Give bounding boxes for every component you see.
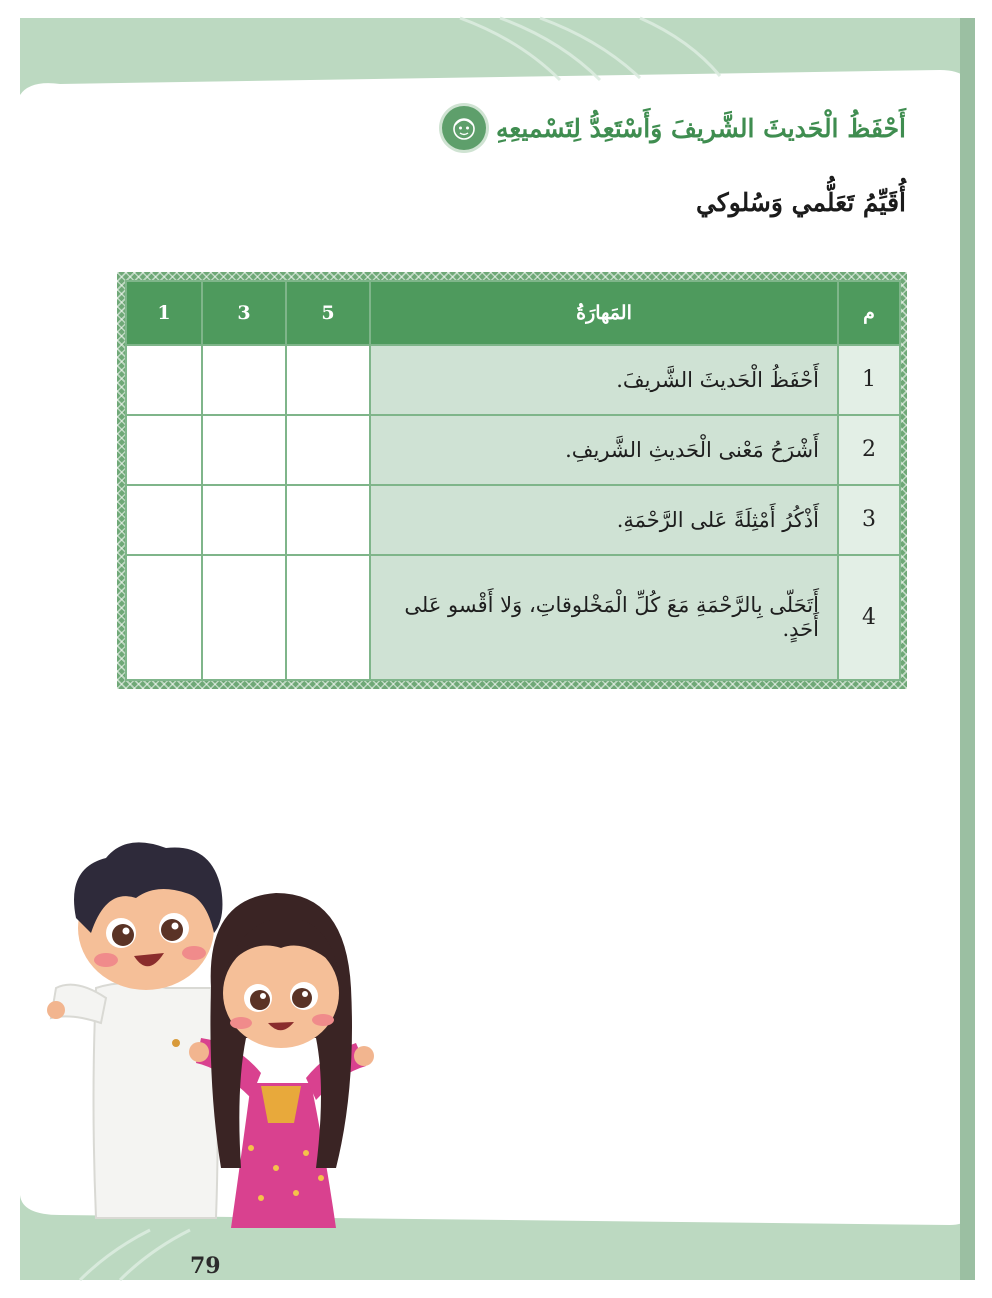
skill-text: أَذْكُرُ أَمْثِلَةً عَلى الرَّحْمَةِ. [370, 485, 838, 555]
rating-cell-5[interactable] [286, 485, 370, 555]
row-number: 2 [838, 415, 900, 485]
rating-cell-1[interactable] [126, 485, 202, 555]
skill-text: أَحْفَظُ الْحَديثَ الشَّريفَ. [370, 345, 838, 415]
table-row [126, 485, 900, 555]
table-header-row [126, 281, 900, 345]
assessment-table-frame [117, 272, 907, 689]
header-rate-3: 3 [202, 281, 286, 345]
header-rate-5: 5 [286, 281, 370, 345]
self-assessment-table [125, 280, 901, 681]
header-index: م [838, 281, 900, 345]
skill-text: أَشْرَحُ مَعْنى الْحَديثِ الشَّريفِ. [370, 415, 838, 485]
page-number: 79 [190, 1253, 221, 1279]
table-row [126, 415, 900, 485]
row-number: 1 [838, 345, 900, 415]
table-row [126, 555, 900, 680]
header-skill: المَهارَةُ [370, 281, 838, 345]
rating-cell-3[interactable] [202, 415, 286, 485]
rating-cell-5[interactable] [286, 415, 370, 485]
skill-text: أَتَحَلّى بِالرَّحْمَةِ مَعَ كُلِّ الْمَخْلوقاتِ، وَلا أَقْسو عَلى أَحَدٍ. [370, 555, 838, 680]
row-number: 4 [838, 555, 900, 680]
rating-cell-1[interactable] [126, 415, 202, 485]
rating-cell-3[interactable] [202, 555, 286, 680]
rating-cell-5[interactable] [286, 345, 370, 415]
rating-cell-1[interactable] [126, 345, 202, 415]
section-header [442, 106, 906, 150]
self-assessment-subtitle: أُقَيِّمُ تَعَلُّمي وَسُلوكي [695, 188, 906, 217]
rating-cell-1[interactable] [126, 555, 202, 680]
children-illustration [36, 838, 386, 1228]
rating-cell-3[interactable] [202, 485, 286, 555]
rating-cell-5[interactable] [286, 555, 370, 680]
section-title: أَحْفَظُ الْحَديثَ الشَّريفَ وَأَسْتَعِدُّ لِتَسْميعِهِ [495, 113, 906, 143]
row-number: 3 [838, 485, 900, 555]
rating-cell-3[interactable] [202, 345, 286, 415]
table-row [126, 345, 900, 415]
header-rate-1: 1 [126, 281, 202, 345]
child-face-icon [442, 106, 486, 150]
